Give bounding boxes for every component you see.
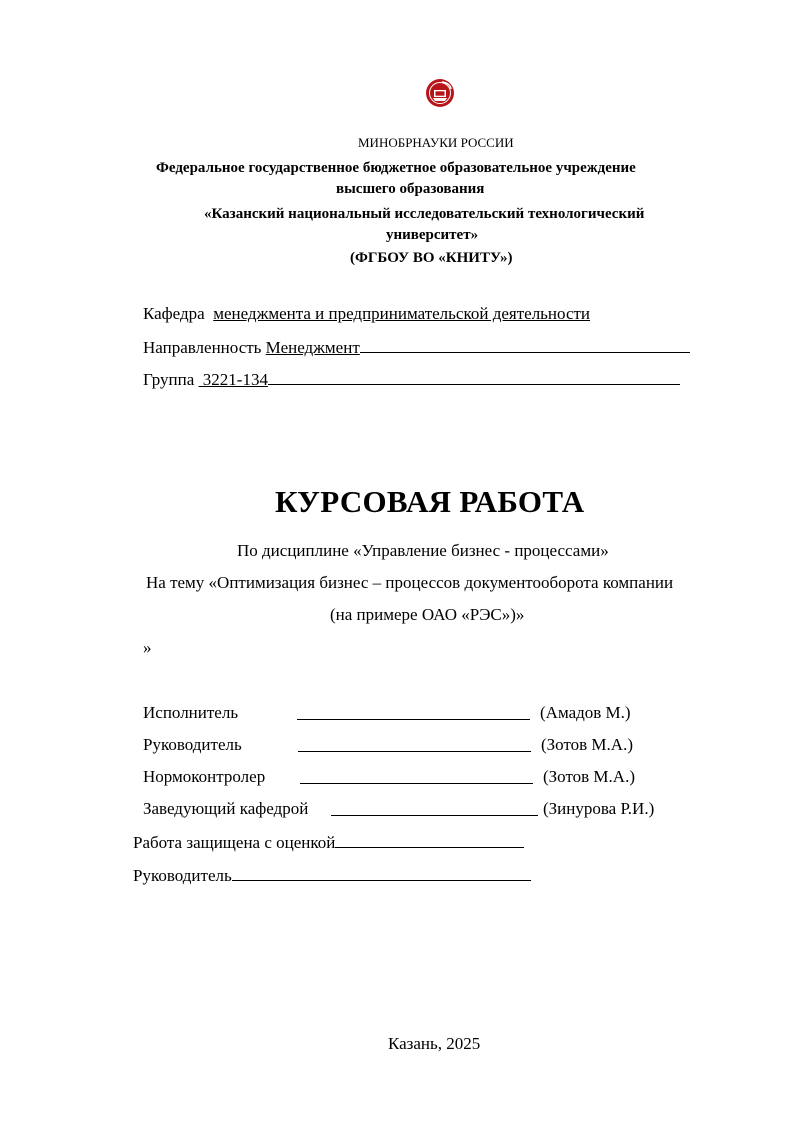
organization-line-2: высшего образования — [336, 181, 485, 197]
signature-label: Исполнитель — [143, 703, 239, 722]
organization-line-1: Федеральное государственное бюджетное образовательное учреждение — [156, 160, 636, 176]
signature-name: (Амадов М.) — [540, 703, 631, 722]
department-value: менеджмента и предпринимательской деятельности — [213, 304, 591, 323]
signature-line — [298, 737, 531, 752]
signature-name: (Зотов М.А.) — [543, 767, 635, 786]
direction-value: Менеджмент — [265, 338, 360, 357]
group-value-wrapper — [199, 370, 268, 389]
signature-label: Нормоконтролер — [143, 767, 266, 786]
work-title: КУРСОВАЯ РАБОТА — [275, 484, 585, 519]
topic-line-2: (на примере ОАО «РЭС»)» — [330, 605, 525, 624]
signature-name: (Зинурова Р.И.) — [543, 799, 655, 818]
organization-line-4: университет» — [386, 227, 479, 243]
direction-label: Направленность — [143, 338, 262, 357]
department-field — [143, 304, 590, 324]
organization-abbreviation: (ФГБОУ ВО «КНИТУ») — [350, 250, 513, 266]
ministry-name: МИНОБРНАУКИ РОССИИ — [358, 135, 514, 150]
grade-underline — [335, 832, 524, 848]
signature-line — [300, 769, 533, 784]
group-field — [143, 369, 680, 390]
direction-field — [143, 337, 690, 358]
signature-row-supervisor — [0, 735, 800, 757]
signature-row-head-of-department — [0, 799, 800, 821]
signature-label: Заведующий кафедрой — [143, 799, 309, 818]
topic-line-1: На тему «Оптимизация бизнес – процессов документооборота компании — [146, 573, 674, 592]
grade-field — [133, 832, 524, 853]
direction-underline — [360, 337, 690, 353]
group-value: 3221-134 — [202, 370, 268, 389]
signature-name: (Зотов М.А.) — [541, 735, 633, 754]
grade-supervisor-underline — [232, 865, 531, 881]
grade-supervisor-field — [133, 865, 531, 886]
signature-label: Руководитель — [143, 735, 242, 754]
organization-line-3: «Казанский национальный исследовательский технологический — [204, 206, 645, 222]
city-year: Казань, 2025 — [388, 1034, 481, 1053]
signature-row-normcontroller — [0, 767, 800, 789]
university-logo-icon — [425, 78, 455, 108]
department-label: Кафедра — [143, 304, 205, 323]
grade-supervisor-label: Руководитель — [133, 866, 232, 885]
discipline: По дисциплине «Управление бизнес - процессами» — [237, 541, 609, 560]
group-label: Группа — [143, 370, 195, 389]
signature-row-executor — [0, 703, 800, 725]
signature-line — [297, 705, 530, 720]
stray-quote: » — [143, 638, 152, 657]
grade-label: Работа защищена с оценкой — [133, 833, 336, 852]
group-underline — [268, 369, 680, 385]
signature-line — [331, 801, 538, 816]
